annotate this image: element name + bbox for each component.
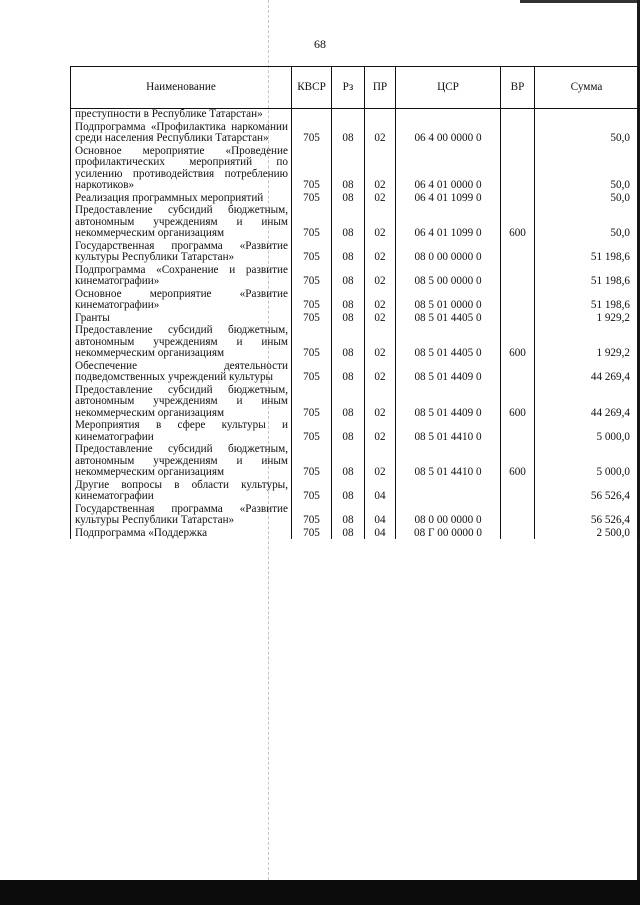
budget-table [70, 66, 639, 539]
table-row [71, 479, 639, 503]
cell-name: Обеспечение деятельности подведомственных учреждений культуры [71, 360, 292, 384]
cell-vr [501, 109, 535, 121]
cell-sum: 56 526,4 [535, 503, 639, 527]
cell-name: Другие вопросы в области культуры, кинематографии [71, 479, 292, 503]
cell-csr: 06 4 00 0000 0 [396, 121, 501, 145]
cell-name: Подпрограмма «Сохранение и развитие кинематографии» [71, 264, 292, 288]
cell-rz [332, 109, 365, 121]
table-row [71, 288, 639, 312]
header-csr: ЦСР [396, 67, 501, 109]
cell-kvsr: 705 [292, 360, 332, 384]
table-row [71, 192, 639, 205]
cell-kvsr: 705 [292, 503, 332, 527]
cell-name: Государственная программа «Развитие культуры Республики Татарстан» [71, 503, 292, 527]
cell-rz: 08 [332, 264, 365, 288]
cell-rz: 08 [332, 240, 365, 264]
header-pr: ПР [365, 67, 396, 109]
cell-name: Основное мероприятие «Развитие кинематографии» [71, 288, 292, 312]
cell-kvsr [292, 109, 332, 121]
cell-sum: 5 000,0 [535, 443, 639, 479]
cell-sum: 50,0 [535, 192, 639, 205]
cell-vr [501, 527, 535, 540]
header-sum: Сумма [535, 67, 639, 109]
cell-name: Предоставление субсидий бюджетным, автономным учреждениям и иным некоммерческим организациям [71, 443, 292, 479]
cell-vr [501, 121, 535, 145]
cell-pr [365, 109, 396, 121]
cell-csr: 08 5 01 0000 0 [396, 288, 501, 312]
cell-vr: 600 [501, 443, 535, 479]
cell-name: Предоставление субсидий бюджетным, автономным учреждениям и иным некоммерческим организациям [71, 324, 292, 360]
cell-vr [501, 419, 535, 443]
header-name: Наименование [71, 67, 292, 109]
cell-pr: 02 [365, 264, 396, 288]
header-kvsr: КВСР [292, 67, 332, 109]
cell-sum: 50,0 [535, 145, 639, 192]
cell-csr: 08 5 01 4410 0 [396, 419, 501, 443]
cell-csr: 08 0 00 0000 0 [396, 503, 501, 527]
cell-kvsr: 705 [292, 419, 332, 443]
cell-vr [501, 312, 535, 325]
cell-kvsr: 705 [292, 264, 332, 288]
cell-sum: 44 269,4 [535, 384, 639, 420]
cell-csr: 08 5 01 4405 0 [396, 324, 501, 360]
cell-pr: 02 [365, 443, 396, 479]
cell-csr: 08 5 01 4405 0 [396, 312, 501, 325]
cell-vr [501, 288, 535, 312]
cell-name: Предоставление субсидий бюджетным, автономным учреждениям и иным некоммерческим организациям [71, 384, 292, 420]
cell-csr: 06 4 01 0000 0 [396, 145, 501, 192]
page-number: 68 [314, 37, 326, 51]
table-row [71, 527, 639, 540]
table-row [71, 121, 639, 145]
cell-pr: 02 [365, 419, 396, 443]
cell-kvsr: 705 [292, 479, 332, 503]
table-row [71, 240, 639, 264]
cell-sum: 5 000,0 [535, 419, 639, 443]
cell-name: Мероприятия в сфере культуры и кинематографии [71, 419, 292, 443]
cell-rz: 08 [332, 443, 365, 479]
scan-edge-bottom [0, 880, 640, 905]
table-row [71, 419, 639, 443]
cell-csr [396, 479, 501, 503]
cell-pr: 02 [365, 324, 396, 360]
cell-sum: 51 198,6 [535, 288, 639, 312]
cell-rz: 08 [332, 479, 365, 503]
cell-rz: 08 [332, 527, 365, 540]
cell-name: Основное мероприятие «Проведение профилактических мероприятий по усилению противодействия потреблению наркотиков» [71, 145, 292, 192]
cell-kvsr: 705 [292, 204, 332, 240]
cell-kvsr: 705 [292, 443, 332, 479]
cell-sum: 50,0 [535, 204, 639, 240]
table-body [71, 109, 639, 540]
cell-pr: 02 [365, 240, 396, 264]
table-row [71, 443, 639, 479]
cell-rz: 08 [332, 384, 365, 420]
cell-sum: 2 500,0 [535, 527, 639, 540]
cell-vr [501, 360, 535, 384]
cell-pr: 02 [365, 312, 396, 325]
cell-csr: 08 Г 00 0000 0 [396, 527, 501, 540]
cell-sum: 56 526,4 [535, 479, 639, 503]
cell-name: преступности в Республике Татарстан» [71, 109, 292, 121]
table-row [71, 145, 639, 192]
cell-kvsr: 705 [292, 527, 332, 540]
cell-kvsr: 705 [292, 240, 332, 264]
cell-rz: 08 [332, 288, 365, 312]
cell-pr: 02 [365, 360, 396, 384]
cell-sum: 50,0 [535, 121, 639, 145]
cell-rz: 08 [332, 192, 365, 205]
cell-pr: 02 [365, 192, 396, 205]
cell-kvsr: 705 [292, 384, 332, 420]
cell-kvsr: 705 [292, 121, 332, 145]
cell-pr: 02 [365, 288, 396, 312]
cell-vr: 600 [501, 204, 535, 240]
header-rz: Рз [332, 67, 365, 109]
cell-name: Предоставление субсидий бюджетным, автономным учреждениям и иным некоммерческим организациям [71, 204, 292, 240]
cell-pr: 02 [365, 145, 396, 192]
cell-csr [396, 109, 501, 121]
table-header-row [71, 67, 639, 109]
cell-kvsr: 705 [292, 312, 332, 325]
table-row [71, 109, 639, 121]
cell-name: Гранты [71, 312, 292, 325]
cell-csr: 08 0 00 0000 0 [396, 240, 501, 264]
cell-name: Реализация программных мероприятий [71, 192, 292, 205]
cell-vr [501, 240, 535, 264]
cell-sum: 1 929,2 [535, 324, 639, 360]
cell-pr: 04 [365, 479, 396, 503]
cell-csr: 06 4 01 1099 0 [396, 192, 501, 205]
table-row [71, 360, 639, 384]
table-row [71, 264, 639, 288]
cell-kvsr: 705 [292, 145, 332, 192]
cell-vr [501, 503, 535, 527]
cell-name: Подпрограмма «Профилактика наркомании среди населения Республики Татарстан» [71, 121, 292, 145]
cell-name: Подпрограмма «Поддержка [71, 527, 292, 540]
cell-rz: 08 [332, 121, 365, 145]
scan-edge-top [520, 0, 640, 3]
table-row [71, 324, 639, 360]
table-row [71, 312, 639, 325]
cell-csr: 08 5 01 4409 0 [396, 384, 501, 420]
cell-csr: 08 5 00 0000 0 [396, 264, 501, 288]
cell-rz: 08 [332, 204, 365, 240]
cell-sum: 51 198,6 [535, 264, 639, 288]
cell-rz: 08 [332, 419, 365, 443]
cell-rz: 08 [332, 312, 365, 325]
cell-vr: 600 [501, 384, 535, 420]
cell-vr [501, 479, 535, 503]
cell-kvsr: 705 [292, 192, 332, 205]
cell-rz: 08 [332, 324, 365, 360]
cell-pr: 02 [365, 204, 396, 240]
table-row [71, 384, 639, 420]
cell-csr: 08 5 01 4409 0 [396, 360, 501, 384]
cell-pr: 02 [365, 384, 396, 420]
cell-rz: 08 [332, 503, 365, 527]
header-vr: ВР [501, 67, 535, 109]
cell-csr: 08 5 01 4410 0 [396, 443, 501, 479]
cell-pr: 02 [365, 121, 396, 145]
cell-vr [501, 145, 535, 192]
cell-pr: 04 [365, 503, 396, 527]
table-row [71, 204, 639, 240]
cell-sum [535, 109, 639, 121]
table-row [71, 503, 639, 527]
cell-sum: 1 929,2 [535, 312, 639, 325]
cell-sum: 51 198,6 [535, 240, 639, 264]
cell-csr: 06 4 01 1099 0 [396, 204, 501, 240]
cell-vr [501, 192, 535, 205]
cell-vr [501, 264, 535, 288]
cell-rz: 08 [332, 360, 365, 384]
cell-kvsr: 705 [292, 288, 332, 312]
cell-kvsr: 705 [292, 324, 332, 360]
cell-name: Государственная программа «Развитие культуры Республики Татарстан» [71, 240, 292, 264]
cell-vr: 600 [501, 324, 535, 360]
cell-rz: 08 [332, 145, 365, 192]
cell-pr: 04 [365, 527, 396, 540]
cell-sum: 44 269,4 [535, 360, 639, 384]
